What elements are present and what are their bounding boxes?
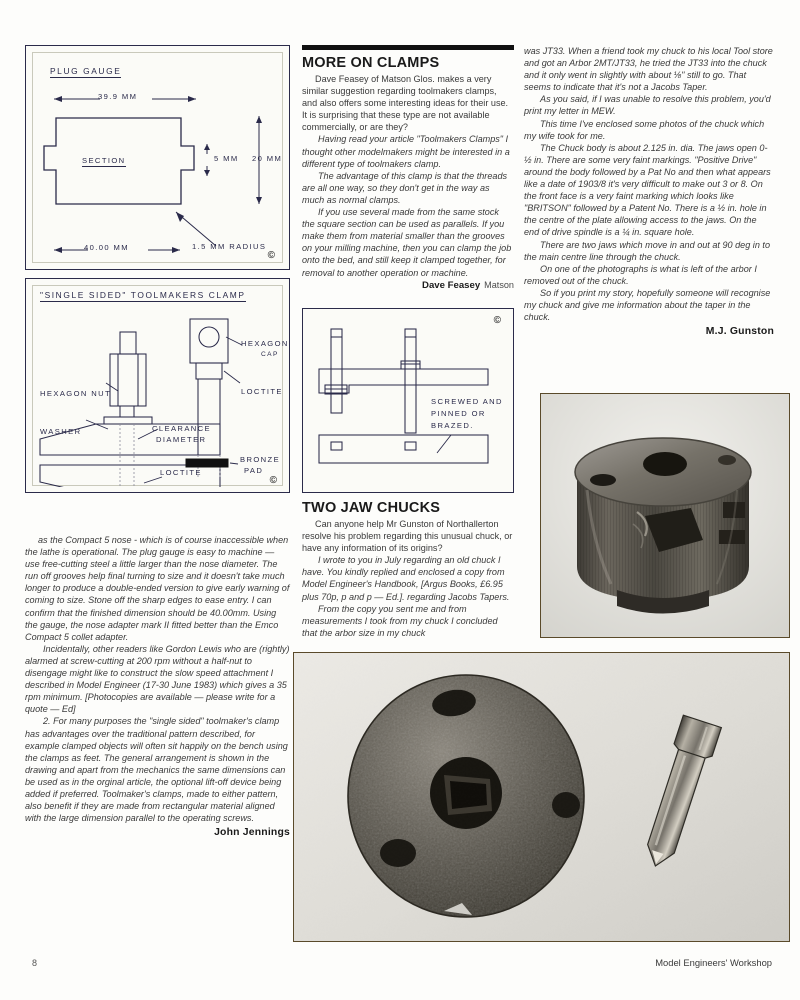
paragraph: as the Compact 5 nose - which is of course inaccessible when the lathe is operational. The plug gauge is easy to machine — use free-cutting steel a little larger than the nose diameter. The run off grooves help final turning to size and it doesn't take much longer to produce a double-ended version to give early warning of coming to size. Stone off the sharp edges to ease entry. I can confirm that the finished dimension should be 40.00mm. Using the gauge, the nose adapter mark II fitted better than the Emco Compact 5 collet adapter. bbox=[25, 535, 290, 642]
paragraph-intro2: Can anyone help Mr Gunston of Northallerton resolve his problem regarding this unusual chuck, or have any information of its origins? bbox=[302, 519, 513, 554]
figure-clamp-assembly bbox=[302, 308, 514, 493]
label-hexagon-cap: HEXAGON bbox=[241, 339, 289, 348]
label-hexagon-nut: HEXAGON NUT bbox=[40, 389, 112, 398]
copyright-icon: © bbox=[269, 475, 277, 486]
plug-gauge-small-height: 5 MM bbox=[214, 154, 239, 163]
headline-two-jaw-chucks: TWO JAW CHUCKS bbox=[302, 500, 441, 516]
label-loctite-bottom: LOCTITE bbox=[160, 468, 202, 477]
plug-gauge-section-outline bbox=[38, 112, 218, 220]
label-washer: WASHER bbox=[40, 427, 82, 436]
right-column-text bbox=[524, 45, 774, 337]
label-pad: PAD bbox=[244, 466, 264, 475]
left-column-signature: John Jennings bbox=[214, 827, 290, 839]
paragraph: was JT33. When a friend took my chuck to his local Tool store and got an Arbor 2MT/JT33, he tried the JT33 into the chuck and it only went in slightly with about ⅛" still to go. That seems to indicate that it's not a Jacobs Taper. bbox=[524, 46, 773, 93]
label-cap: CAP bbox=[261, 351, 279, 358]
byline-name: Dave Feasey bbox=[422, 279, 481, 291]
paragraph: On one of the photographs is what is left of the arbor I removed out of the chuck. bbox=[524, 263, 757, 286]
paragraph: There are two jaws which move in and out at 90 deg in to the main centre line through the chuck. bbox=[524, 239, 770, 262]
headline-more-on-clamps: MORE ON CLAMPS bbox=[302, 55, 440, 71]
toolmakers-clamp-title: "SINGLE SIDED" TOOLMAKERS CLAMP bbox=[40, 290, 246, 300]
label-brazed: BRAZED. bbox=[431, 421, 474, 430]
label-loctite-right: LOCTITE bbox=[241, 387, 283, 396]
byline-dave-feasey bbox=[302, 280, 514, 291]
figure-toolmakers-clamp bbox=[25, 278, 290, 493]
photo-chuck-body bbox=[540, 393, 790, 638]
paragraph: I wrote to you in July regarding an old chuck I have. You kindly replied and enclosed a copy from Model Engineer's Handbook, [Argus Books, £6.95 plus 70p, p and p — Ed.]. regarding Jacobs Tapers. bbox=[302, 555, 510, 602]
paragraph: So if you print my story, hopefully someone will recognise my chuck and give me information about the taper in the chuck. bbox=[524, 287, 771, 323]
copyright-icon: © bbox=[493, 315, 501, 326]
small-height-arrow bbox=[202, 142, 212, 178]
label-screwed-and: SCREWED AND bbox=[431, 397, 503, 406]
label-bronze: BRONZE bbox=[240, 455, 281, 464]
label-pinned-or: PINNED OR bbox=[431, 409, 486, 418]
plug-gauge-bottom-dimension: 40.00 MM bbox=[84, 243, 129, 252]
paragraph: From the copy you sent me and from measurements I took from my chuck I concluded that the arbor size in my chuck bbox=[302, 603, 498, 638]
brazed-leader-line bbox=[437, 435, 451, 453]
figure-plug-gauge bbox=[25, 45, 290, 270]
headline-rule bbox=[302, 45, 514, 50]
copyright-icon: © bbox=[267, 250, 275, 261]
paragraph: The advantage of this clamp is that the threads are all one way, so they don't get in the way as much as normal clamps. bbox=[302, 170, 508, 205]
paragraph: This time I've enclosed some photos of the chuck which my wife took for me. bbox=[524, 118, 765, 141]
byline-place: Matson bbox=[484, 279, 514, 290]
photo-plate-arbor-image bbox=[294, 653, 790, 942]
photo-chuck-plate-and-arbor bbox=[293, 652, 790, 942]
middle-column-two-jaw-chucks bbox=[302, 500, 514, 639]
paragraph: Having read your article "Toolmakers Clamps" I thought other modelmakers might be interested in a different type of toolmakers clamp. bbox=[302, 134, 510, 169]
plug-gauge-title: PLUG GAUGE bbox=[50, 66, 122, 76]
paragraph: If you use several made from the same stock the square section can be used as parallels. If you make them from material smaller than the grooves on your milling machine, then you can clamp the job onto the bed, and still keep it clamped together, for removal to another operation or machine. bbox=[302, 207, 512, 278]
right-column-signature: M.J. Gunston bbox=[705, 326, 774, 338]
paragraph-intro: Dave Feasey of Matson Glos. makes a very similar suggestion regarding toolmakers clamps, and also offers some interesting ideas for their use. It is surprising that these type are not available commercially, or are they? bbox=[302, 74, 509, 133]
left-column-text bbox=[25, 534, 290, 838]
paragraph: The Chuck body is about 2.125 in. dia. The jaws open 0-½ in. There are some very faint markings. "Positive Drive" around the body followed by a Pat No and then what appears like a date of 1903/8 it's very difficult to make out 3 or 8. On the front face is a very faint marking which looks like "BRITSON" followed by a Patent No. There is a ½ in. hole in the centre of the plate allowing access to the jaws. On the end of drive spindle is a ¼ in. square hole. bbox=[524, 142, 771, 238]
plug-gauge-large-height: 20 MM bbox=[252, 154, 283, 163]
plug-gauge-radius-label: 1.5 MM RADIUS bbox=[192, 242, 267, 251]
footer-publication-name: Model Engineers' Workshop bbox=[655, 957, 772, 968]
label-diameter: DIAMETER bbox=[156, 435, 207, 444]
paragraph: 2. For many purposes the "single sided" toolmaker's clamp has advantages over the traditional pattern described, for example clamped objects will often sit happily on the bench using the clamps as feet. The general arrangement is shown in the drawing and apart from the mechanics the same dimensions can be used as in the orginal article, the optional lift-off device being added if preferred. Toolmaker's clamps, made to either pattern, also benefit if they are made from rectangular material aligned with the large dimension parallel to the operating screws. bbox=[25, 716, 288, 824]
plug-gauge-top-dimension: 39.9 MM bbox=[98, 92, 138, 101]
middle-column bbox=[302, 45, 514, 291]
footer-page-number: 8 bbox=[32, 958, 38, 968]
paragraph: Incidentally, other readers like Gordon Lewis who are (rightly) alarmed at screw-cutting at 200 rpm without a half-nut to disengage might like to construct the slow speed attachment I described in Model Engineer (17-30 June 1983) which gives a 35 rpm minimum. [Photocopies are available — please write for a quote — Ed] bbox=[25, 643, 290, 715]
label-clearance: CLEARANCE bbox=[152, 424, 212, 433]
paragraph: As you said, if I was unable to resolve this problem, you'd print my letter in MEW. bbox=[524, 94, 771, 117]
plug-gauge-section-label: SECTION bbox=[82, 156, 126, 165]
photo-chuck-body-image bbox=[541, 394, 790, 638]
